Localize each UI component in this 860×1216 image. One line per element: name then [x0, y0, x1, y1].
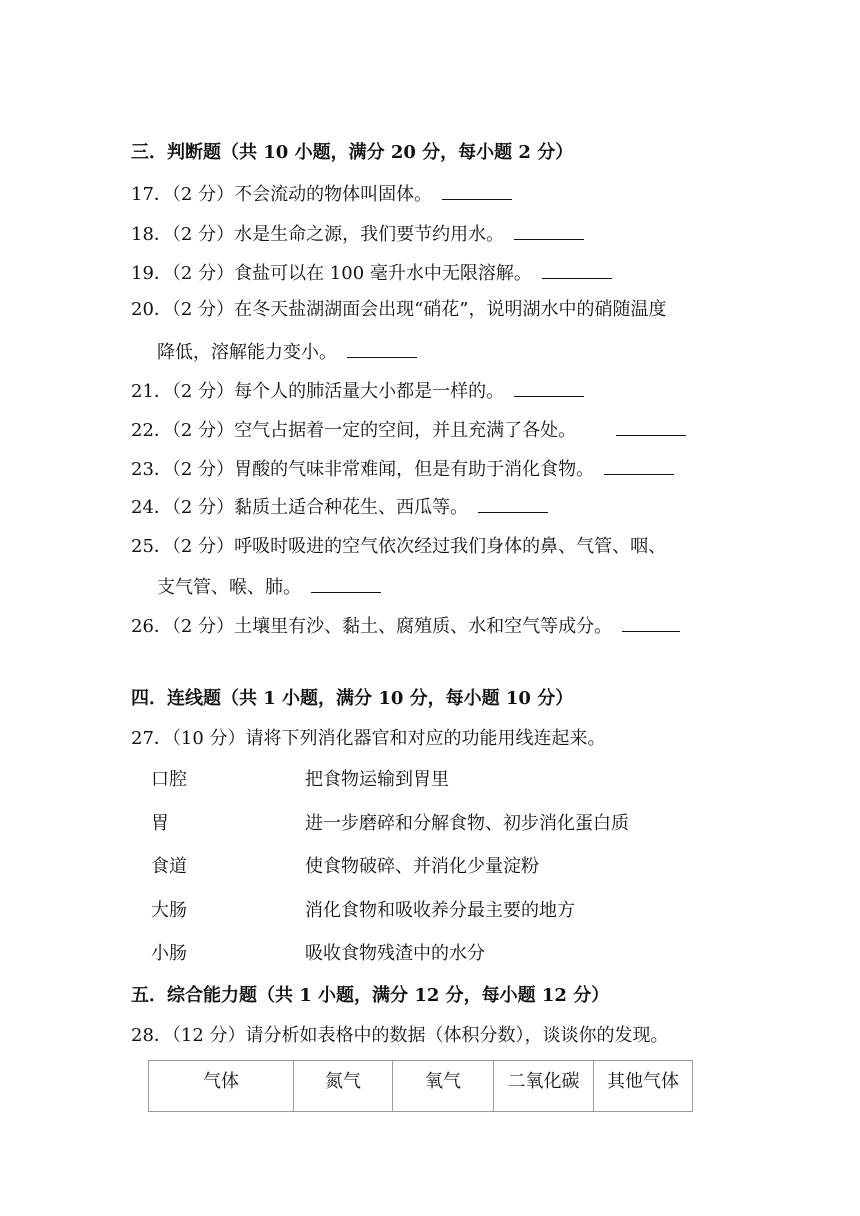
question-25-continued: 支气管、喉、肺。: [157, 574, 381, 600]
organ-item[interactable]: 胃: [151, 813, 169, 834]
table-header-cell: 其他气体: [594, 1061, 693, 1112]
question-26: 26．（2 分）土壤里有沙、黏土、腐殖质、水和空气等成分。: [131, 613, 680, 639]
table-header-cell: 氧气: [393, 1061, 494, 1112]
table-header-cell: 气体: [149, 1061, 294, 1112]
question-17: 17．（2 分）不会流动的物体叫固体。: [131, 181, 512, 207]
organ-item[interactable]: 大肠: [151, 900, 187, 921]
question-27: 27．（10 分）请将下列消化器官和对应的功能用线连起来。: [131, 728, 606, 749]
question-20-continued: 降低，溶解能力变小。: [157, 339, 417, 365]
question-19: 19．（2 分）食盐可以在 100 毫升水中无限溶解。: [131, 260, 612, 286]
organ-item[interactable]: 食道: [151, 856, 187, 877]
function-item[interactable]: 进一步磨碎和分解食物、初步消化蛋白质: [305, 813, 629, 834]
question-20: 20．（2 分）在冬天盐湖湖面会出现“硝花”，说明湖水中的硝随温度: [131, 299, 667, 320]
function-item[interactable]: 消化食物和吸收养分最主要的地方: [305, 900, 575, 921]
table-header-row: [149, 1061, 693, 1112]
question-18: 18．（2 分）水是生命之源，我们要节约用水。: [131, 221, 584, 247]
gas-composition-table: [148, 1060, 693, 1112]
answer-blank[interactable]: [478, 494, 548, 513]
function-item[interactable]: 吸收食物残渣中的水分: [305, 943, 485, 964]
answer-blank[interactable]: [514, 221, 584, 240]
table-header-cell: 氮气: [294, 1061, 393, 1112]
organ-item[interactable]: 小肠: [151, 943, 187, 964]
answer-blank[interactable]: [442, 181, 512, 200]
answer-blank[interactable]: [311, 574, 381, 593]
question-21: 21．（2 分）每个人的肺活量大小都是一样的。: [131, 378, 584, 404]
question-28: 28．（12 分）请分析如表格中的数据（体积分数），谈谈你的发现。: [131, 1025, 669, 1046]
answer-blank[interactable]: [622, 613, 680, 632]
answer-blank[interactable]: [604, 456, 674, 475]
section4-heading: 四．连线题（共 1 小题，满分 10 分，每小题 10 分）: [131, 688, 574, 709]
question-22: 22．（2 分）空气占据着一定的空间，并且充满了各处。: [131, 417, 686, 443]
section5-heading: 五．综合能力题（共 1 小题，满分 12 分，每小题 12 分）: [131, 985, 610, 1006]
function-item[interactable]: 使食物破碎、并消化少量淀粉: [305, 856, 539, 877]
function-item[interactable]: 把食物运输到胃里: [305, 769, 449, 790]
question-25: 25．（2 分）呼吸时吸进的空气依次经过我们身体的鼻、气管、咽、: [131, 536, 667, 557]
answer-blank[interactable]: [542, 260, 612, 279]
question-24: 24．（2 分）黏质土适合种花生、西瓜等。: [131, 494, 548, 520]
section3-heading: 三．判断题（共 10 小题，满分 20 分，每小题 2 分）: [131, 142, 574, 163]
answer-blank[interactable]: [347, 339, 417, 358]
answer-blank[interactable]: [514, 378, 584, 397]
table-header-cell: 二氧化碳: [494, 1061, 594, 1112]
answer-blank[interactable]: [616, 417, 686, 436]
organ-item[interactable]: 口腔: [151, 769, 187, 790]
question-23: 23．（2 分）胃酸的气味非常难闻，但是有助于消化食物。: [131, 456, 674, 482]
